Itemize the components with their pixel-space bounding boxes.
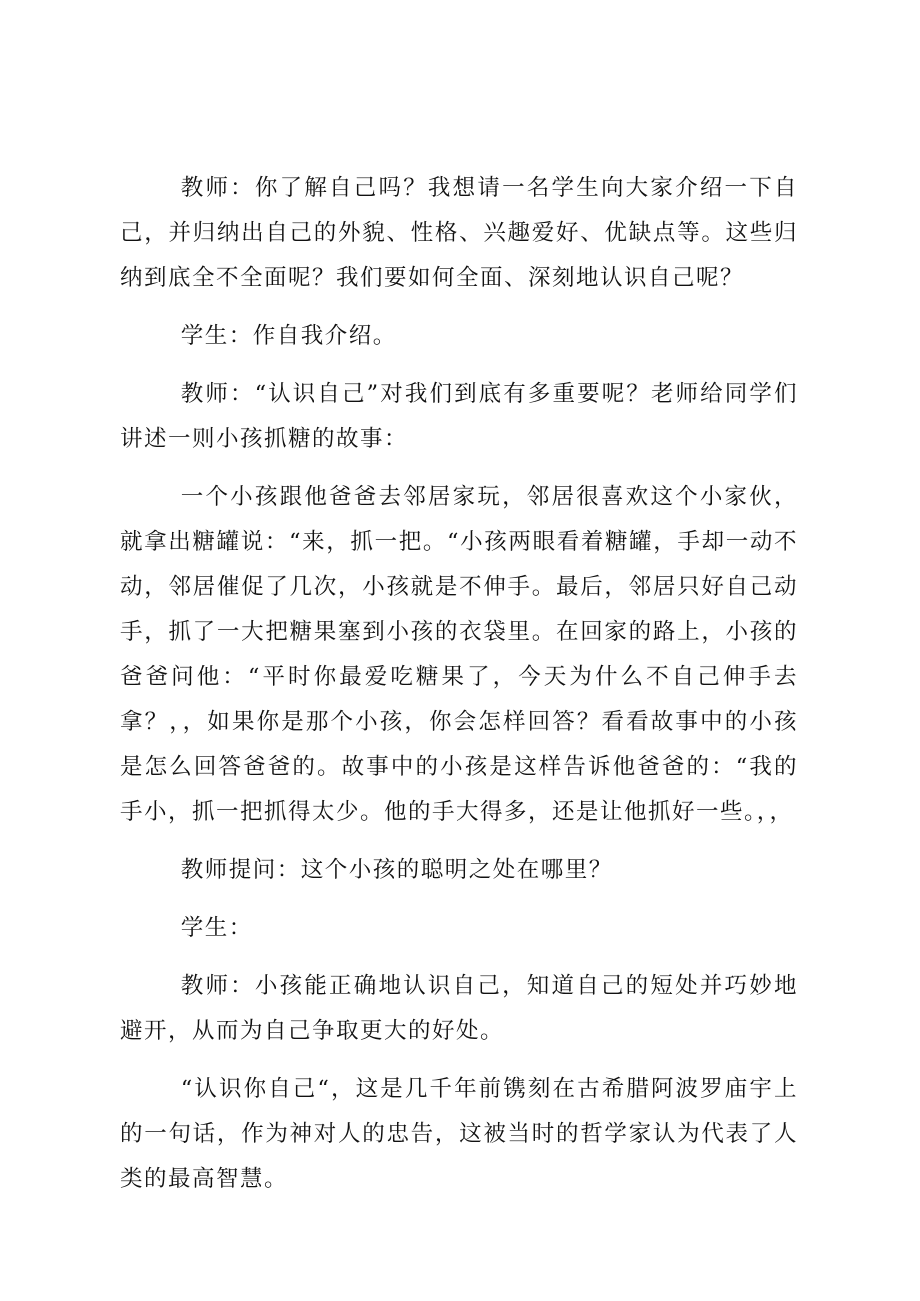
- paragraph-teacher-ask: 教师提问：这个小孩的聪明之处在哪里？: [180, 857, 613, 883]
- paragraph-teacher-question: 教师：你了解自己吗？我想请一名学生向大家介绍一下自己，并归纳出自己的外貌、性格、兴趣爱好、优缺点等。这些归纳到底全不全面呢？我们要如何全面、深刻地认识自己呢？: [120, 175, 798, 291]
- paragraph-student-intro: 学生：作自我介绍。: [180, 323, 397, 349]
- paragraph-student-answer: 学生：: [180, 915, 253, 941]
- paragraph-teacher-conclusion: 教师：小孩能正确地认识自己，知道自己的短处并巧妙地避开，从而为自己争取更大的好处。: [120, 973, 798, 1044]
- paragraph-candy-story: 一个小孩跟他爸爸去邻居家玩，邻居很喜欢这个小家伙，就拿出糖罐说：“来，抓一把。“小孩两眼看着糖罐，手却一动不动，邻居催促了几次，小孩就是不伸手。最后，邻居只好自己动手，抓了一大把糖果塞到小孩的衣袋里。在回家的路上，小孩的爸爸问他：“平时你最爱吃糖果了，今天为什么不自己伸手去拿？，，如果你是那个小孩，你会怎样回答？看看故事中的小孩是怎么回答爸爸的。故事中的小孩是这样告诉他爸爸的：“我的手小，抓一把抓得太少。他的手大得多，还是让他抓好一些。，，: [120, 484, 798, 825]
- paragraph-teacher-story-intro: 教师：“认识自己”对我们到底有多重要呢？老师给同学们讲述一则小孩抓糖的故事：: [120, 381, 798, 452]
- document-body: [120, 166, 798, 1215]
- paragraph-know-yourself: “认识你自己“，这是几千年前镌刻在古希腊阿波罗庙宇上的一句话，作为神对人的忠告，这被当时的哲学家认为代表了人类的最高智慧。: [120, 1076, 798, 1192]
